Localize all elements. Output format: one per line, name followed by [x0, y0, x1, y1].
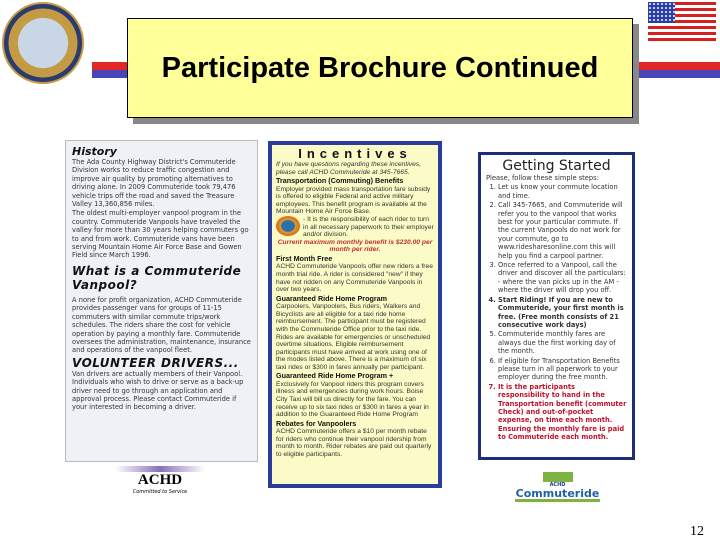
us-flag-icon: [648, 2, 716, 42]
step-item: 7. It is the participants responsibility to hand in the Transportation benefit (commuter Check) and out-of-pocket expense, on time each month. Ensuring the monthly fare is paid to Commuteride each month.: [498, 383, 627, 442]
grh-text: Carpoolers, Vanpoolers, Bus riders, Walkers and Bicyclists are all eligible for a taxi ride home reimbursement. The participant must be registered with the Commuteride Office prior to the taxi ride. Rides are available for emergencies or unscheduled overtime situations. Eligible reimbursement participants must have arrived at work using one of the modes listed above. There is a maximum of six taxi rides or $300 in fares annually per participant.: [276, 303, 431, 371]
incentives-intro: If you have questions regarding these incentives, please call ACHD Commuteride at 345-7665.: [276, 161, 421, 176]
volunteer-heading: VOLUNTEER DRIVERS...: [72, 355, 239, 370]
history-heading: History: [72, 145, 117, 158]
what-text: A none for profit organization, ACHD Commuteride provides passenger vans for groups of 11-15 commuters with similar commute trips/work schedules. The riders share the cost for vehicle operation by paying a monthly fare. Commuteride oversees the administration, maintenance, insurance and operations of the vanpool fleet.: [72, 295, 251, 355]
step-item: 4. Start Riding! If you are new to Commuteride, your first month is free. (Free month consists of 21 consecutive work days): [498, 296, 627, 330]
achd-logo: ACHD Committed to Service: [115, 466, 205, 495]
step-item: 5. Commuteride monthly fares are always due the first working day of the month.: [498, 330, 627, 355]
grh-plus-heading: Guaranteed Ride Home Program +: [276, 371, 394, 381]
valley-ride-badge-icon: [276, 216, 300, 236]
step-item: 3. Once referred to a Vanpool, call the driver and discover all the particulars: - where the van picks up in the AM - where the driver will drop you off.: [498, 261, 627, 295]
army-seal-logo: [2, 2, 84, 84]
step-item: 6. If eligible for Transportation Benefits please turn in all paperwork to your employer during the free month.: [498, 357, 627, 382]
first-month-heading: First Month Free: [276, 253, 333, 263]
getting-started-panel: [478, 152, 635, 460]
history-panel: [65, 140, 258, 462]
what-heading: What is a Commuteride Vanpool?: [72, 263, 242, 292]
title-box: [127, 18, 633, 118]
rebates-heading: Rebates for Vanpoolers: [276, 418, 357, 428]
getting-started-heading: Getting Started: [502, 158, 611, 174]
first-month-text: ACHD Commuteride Vanpools offer new riders a free month trial ride. A rider is considered "new" if they have not ridden on any Commuteride Vanpools in over two years.: [276, 263, 433, 294]
step-item: 2. Call 345-7665, and Commuteride will refer you to the vanpool that works best for your particular commute. If the current Vanpools do not work for your commute, go to www.ridesharesonline.com this will help you find a carpool partner.: [498, 201, 627, 260]
history-text: The Ada County Highway District's Commuteride Division works to reduce traffic congestion and improve air quality by promoting alternatives to driving alone. In 2009 Commuteride took 79,476 vehicle trips off the road and saved the Treasure Valley 13,360,856 miles.: [72, 158, 236, 209]
commuteride-logo: ACHD Commuteride: [515, 472, 600, 502]
slide-title: Participate Brochure Continued: [161, 51, 599, 84]
incentives-panel: [268, 141, 442, 488]
volunteer-text: Van drivers are actually members of their Vanpool. Individuals who wish to drive or serve as a back-up driver need to go through an application and approval process. Please contact Commuteride if your interested in becoming a driver.: [72, 369, 244, 412]
grh-heading: Guaranteed Ride Home Program: [276, 293, 388, 303]
history-text-2: The oldest multi-employer vanpool program in the country. Commuteride Vanpools have traveled the valley for more than 30 years helping commuters go to and from work. Commuteride vans have been serving Mountain Home Air Force Base and Gowen Field since March 1996.: [72, 209, 249, 260]
page-number: 12: [690, 524, 704, 539]
transport-heading: Transportation (Commuting) Benefits: [276, 176, 404, 186]
transport-text: Employer provided mass transportation fare subsidy is offered to eligible Federal and active military employees. This benefit program is available at the Mountain Home Air Force Base.: [276, 185, 431, 216]
grh-plus-text: Exclusively for Vanpool riders this program covers illness and emergencies during work hours. Boise City Taxi will bill us directly for the fare. You can receive up to six taxi rides or $300 in fares a year in addition to the Guaranteed Ride Home Program: [276, 380, 429, 419]
rebates-text: ACHD Commuteride offers a $10 per month rebate for riders who continue their vanpool ridership from month to month. Rider rebates are paid out quarterly to eligible participants.: [276, 428, 432, 459]
incentives-heading: Incentives: [298, 146, 412, 161]
transport-note: - It is the responsibility of each rider to turn in all necessary paperwork to their employer and/or division.: [303, 215, 434, 239]
max-benefit: Current maximum monthly benefit is $230.00 per month per rider.: [277, 238, 433, 254]
step-item: 1. Let us know your commute location and time.: [498, 183, 627, 200]
getting-started-intro: Please, follow these simple steps:: [486, 174, 599, 182]
